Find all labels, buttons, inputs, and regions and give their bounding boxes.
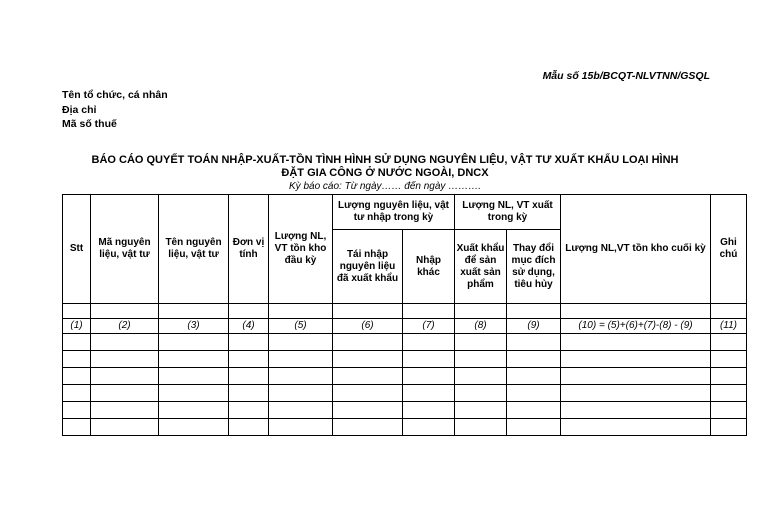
header-reimport: Tái nhập nguyên liệu đã xuất khẩu <box>333 230 403 304</box>
table-cell <box>455 419 507 436</box>
table-cell <box>455 402 507 419</box>
column-code-row <box>63 319 747 334</box>
org-address-label: Địa chỉ <box>62 103 97 116</box>
column-code: (7) <box>403 319 455 334</box>
header-imported-group: Lượng nguyên liệu, vật tư nhập trong kỳ <box>333 195 455 230</box>
table-cell <box>159 351 229 368</box>
header-note: Ghi chú <box>711 195 747 304</box>
header-exported-group: Lượng NL, VT xuất trong kỳ <box>455 195 561 230</box>
table-cell <box>507 402 561 419</box>
table-row <box>63 351 747 368</box>
header-material-code: Mã nguyên liệu, vật tư <box>91 195 159 304</box>
table-cell <box>455 368 507 385</box>
column-code: (9) <box>507 319 561 334</box>
table-cell <box>333 402 403 419</box>
table-cell <box>507 419 561 436</box>
table-cell <box>91 402 159 419</box>
table-cell <box>711 419 747 436</box>
column-code: (2) <box>91 319 159 334</box>
table-row <box>63 402 747 419</box>
table-cell <box>159 385 229 402</box>
spacer-cell <box>159 304 229 319</box>
column-code: (8) <box>455 319 507 334</box>
header-other-import: Nhập khác <box>403 230 455 304</box>
report-table <box>62 194 747 436</box>
table-cell <box>229 334 269 351</box>
table-cell <box>91 385 159 402</box>
table-row <box>63 368 747 385</box>
spacer-cell <box>269 304 333 319</box>
table-cell <box>507 385 561 402</box>
org-tax-label: Mã số thuế <box>62 118 117 130</box>
table-cell <box>711 334 747 351</box>
form-code: Mẫu số 15b/BCQT-NLVTNN/GSQL <box>542 70 710 82</box>
table-row <box>63 419 747 436</box>
table-cell <box>229 368 269 385</box>
table-cell <box>711 351 747 368</box>
report-title-line1: BÁO CÁO QUYẾT TOÁN NHẬP-XUẤT-TỒN TÌNH HÌNH SỬ DỤNG NGUYÊN LIỆU, VẬT TƯ XUẤT KHẨU LOẠI HÌNH <box>91 154 679 166</box>
table-cell <box>269 351 333 368</box>
table-cell <box>403 351 455 368</box>
table-cell <box>561 419 711 436</box>
table-cell <box>229 385 269 402</box>
table-cell <box>403 385 455 402</box>
table-cell <box>91 368 159 385</box>
table-cell <box>507 368 561 385</box>
spacer-cell <box>561 304 711 319</box>
column-code: (6) <box>333 319 403 334</box>
report-title-line2: ĐẶT GIA CÔNG Ở NƯỚC NGOÀI, DNCX <box>281 167 489 179</box>
table-cell <box>403 334 455 351</box>
header-opening-stock: Lượng NL, VT tồn kho đầu kỳ <box>269 195 333 304</box>
table-cell <box>333 419 403 436</box>
table-cell <box>403 368 455 385</box>
table-cell <box>91 334 159 351</box>
table-cell <box>269 334 333 351</box>
table-cell <box>711 402 747 419</box>
table-cell <box>63 351 91 368</box>
table-cell <box>269 419 333 436</box>
table-cell <box>333 368 403 385</box>
spacer-cell <box>507 304 561 319</box>
table-cell <box>229 351 269 368</box>
header-change-purpose: Thay đổi mục đích sử dụng, tiêu hủy <box>507 230 561 304</box>
table-cell <box>561 334 711 351</box>
table-row <box>63 334 747 351</box>
header-closing-stock: Lượng NL,VT tồn kho cuối kỳ <box>561 195 711 304</box>
table-cell <box>63 419 91 436</box>
table-cell <box>455 385 507 402</box>
table-cell <box>229 402 269 419</box>
org-name-label: Tên tổ chức, cá nhân <box>62 89 168 101</box>
report-title <box>40 154 730 180</box>
organization-info <box>62 88 168 132</box>
table-cell <box>63 334 91 351</box>
table-cell <box>561 351 711 368</box>
table-cell <box>403 419 455 436</box>
spacer-cell <box>91 304 159 319</box>
column-code: (10) = (5)+(6)+(7)-(8) - (9) <box>561 319 711 334</box>
table-cell <box>507 334 561 351</box>
table-cell <box>507 351 561 368</box>
table-cell <box>269 402 333 419</box>
table-cell <box>229 419 269 436</box>
column-code: (5) <box>269 319 333 334</box>
spacer-cell <box>455 304 507 319</box>
spacer-cell <box>403 304 455 319</box>
spacer-cell <box>63 304 91 319</box>
table-cell <box>63 368 91 385</box>
table-cell <box>63 402 91 419</box>
header-unit: Đơn vị tính <box>229 195 269 304</box>
table-cell <box>403 402 455 419</box>
column-code: (11) <box>711 319 747 334</box>
header-stt: Stt <box>63 195 91 304</box>
header-material-name: Tên nguyên liệu, vật tư <box>159 195 229 304</box>
table-cell <box>455 351 507 368</box>
table-cell <box>711 385 747 402</box>
table-row <box>63 385 747 402</box>
table-cell <box>159 402 229 419</box>
table-cell <box>711 368 747 385</box>
table-cell <box>561 385 711 402</box>
table-cell <box>159 334 229 351</box>
table-cell <box>269 385 333 402</box>
column-code: (3) <box>159 319 229 334</box>
table-cell <box>91 419 159 436</box>
column-code: (4) <box>229 319 269 334</box>
column-code: (1) <box>63 319 91 334</box>
table-cell <box>561 402 711 419</box>
table-cell <box>159 419 229 436</box>
table-cell <box>455 334 507 351</box>
spacer-cell <box>229 304 269 319</box>
header-export-production: Xuất khẩu để sản xuất sản phẩm <box>455 230 507 304</box>
table-cell <box>63 385 91 402</box>
table-cell <box>333 385 403 402</box>
spacer-cell <box>711 304 747 319</box>
table-cell <box>269 368 333 385</box>
spacer-cell <box>333 304 403 319</box>
report-period: Kỳ báo cáo: Từ ngày…… đến ngày ………. <box>289 181 481 192</box>
table-cell <box>91 351 159 368</box>
table-cell <box>333 334 403 351</box>
table-cell <box>159 368 229 385</box>
table-cell <box>561 368 711 385</box>
table-cell <box>333 351 403 368</box>
